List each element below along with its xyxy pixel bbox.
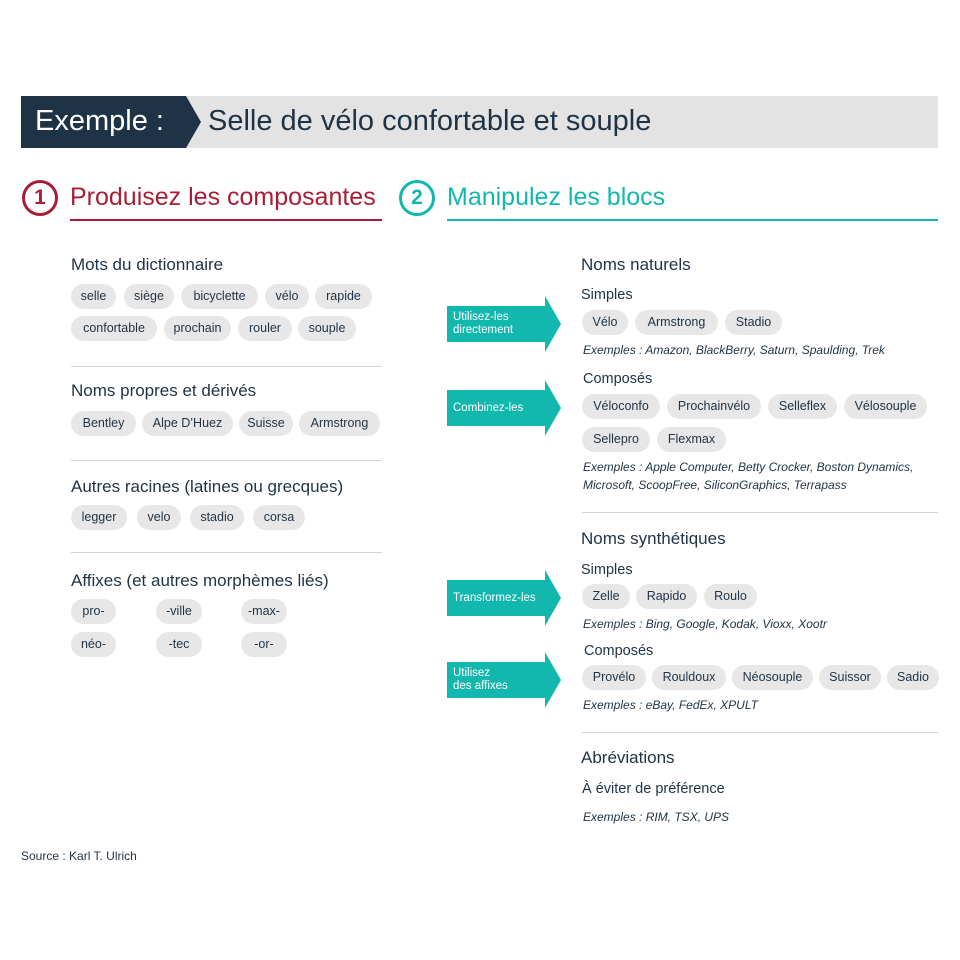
name-chip: Armstrong (635, 310, 718, 335)
arrow-transform (447, 570, 561, 626)
component-chip: -or- (241, 632, 287, 657)
arrow-label: Utilisez-les directement (453, 311, 514, 336)
component-chip: rouler (238, 316, 292, 341)
natural-composed-examples-line1: Exemples : Apple Computer, Betty Crocker, Boston Dynamics, (583, 460, 914, 474)
component-chip: corsa (253, 505, 305, 530)
step-2-title: Manipulez les blocs (447, 183, 666, 211)
component-chip: siège (124, 284, 174, 309)
natural-simple-examples: Exemples : Amazon, BlackBerry, Saturn, Spaulding, Trek (583, 343, 885, 357)
section-divider (71, 366, 382, 367)
step-1-rule (70, 219, 382, 221)
banner-label-box (21, 96, 201, 148)
name-chip: Néosouple (732, 665, 813, 690)
example-banner (21, 96, 938, 148)
abbreviations-label: À éviter de préférence (582, 781, 725, 797)
section-divider (71, 552, 382, 553)
component-chip: confortable (71, 316, 157, 341)
arrow-label: Utilisez des affixes (453, 667, 508, 692)
component-chip: velo (137, 505, 181, 530)
synthetic-names-heading: Noms synthétiques (581, 529, 726, 548)
component-chip: prochain (164, 316, 231, 341)
name-chip: Rapido (636, 584, 697, 609)
name-chip: Vélo (582, 310, 628, 335)
name-chip: Sadio (887, 665, 939, 690)
synthetic-simple-examples: Exemples : Bing, Google, Kodak, Vioxx, Xootr (583, 617, 827, 631)
arrow-combine (447, 380, 561, 436)
synthetic-composed-label: Composés (584, 643, 654, 659)
arrow-use-affixes (447, 652, 561, 708)
name-chip: Provélo (582, 665, 646, 690)
component-chip: pro- (71, 599, 116, 624)
step-1-title: Produisez les composantes (70, 183, 376, 211)
step-2-number-circle: 2 (399, 180, 435, 216)
natural-composed-examples-line2: Microsoft, ScoopFree, SiliconGraphics, Terrapass (583, 478, 847, 492)
arrow-label: Transformez-les (453, 592, 536, 604)
step-1-number-circle: 1 (22, 180, 58, 216)
name-chip: Véloconfo (582, 394, 660, 419)
component-chip: stadio (190, 505, 244, 530)
synthetic-simple-label: Simples (581, 562, 633, 578)
natural-names-heading: Noms naturels (581, 255, 691, 274)
abbreviations-examples: Exemples : RIM, TSX, UPS (583, 810, 730, 824)
component-chip: selle (71, 284, 116, 309)
abbreviations-heading: Abréviations (581, 748, 675, 767)
name-chip: Selleflex (768, 394, 837, 419)
section-proper-nouns-heading: Noms propres et dérivés (71, 381, 257, 400)
component-chip: souple (298, 316, 356, 341)
natural-composed-label: Composés (583, 371, 653, 387)
name-chip: Vélosouple (844, 394, 927, 419)
name-chip: Suissor (819, 665, 881, 690)
name-chip: Roulo (704, 584, 757, 609)
section-divider (71, 460, 382, 461)
section-dictionary-words-heading: Mots du dictionnaire (71, 255, 224, 274)
name-chip: Sellepro (582, 427, 650, 452)
component-chip: néo- (71, 632, 116, 657)
source-credit: Source : Karl T. Ulrich (21, 849, 137, 863)
arrow-label: Combinez-les (453, 402, 524, 414)
name-chip: Zelle (582, 584, 630, 609)
component-chip: Suisse (239, 411, 293, 436)
name-chip: Rouldoux (652, 665, 726, 690)
section-other-roots-heading: Autres racines (latines ou grecques) (71, 477, 344, 496)
component-chip: legger (71, 505, 127, 530)
component-chip: vélo (265, 284, 309, 309)
component-chip: rapide (315, 284, 372, 309)
name-chip: Flexmax (657, 427, 726, 452)
component-chip: -ville (156, 599, 202, 624)
arrow-use-directly (447, 296, 561, 352)
name-chip: Prochainvélo (667, 394, 761, 419)
component-chip: bicyclette (181, 284, 258, 309)
natural-simple-label: Simples (581, 287, 633, 303)
banner-label: Exemple : (35, 105, 164, 137)
component-chip: Alpe D’Huez (142, 411, 233, 436)
name-chip: Stadio (725, 310, 782, 335)
section-affixes-heading: Affixes (et autres morphèmes liés) (71, 571, 329, 590)
banner-title: Selle de vélo confortable et souple (208, 105, 652, 137)
component-chip: -max- (241, 599, 287, 624)
component-chip: Armstrong (299, 411, 380, 436)
component-chip: -tec (156, 632, 202, 657)
section-divider (582, 512, 938, 513)
section-divider (582, 732, 938, 733)
synthetic-composed-examples: Exemples : eBay, FedEx, XPULT (583, 698, 758, 712)
step-2-rule (447, 219, 938, 221)
component-chip: Bentley (71, 411, 136, 436)
